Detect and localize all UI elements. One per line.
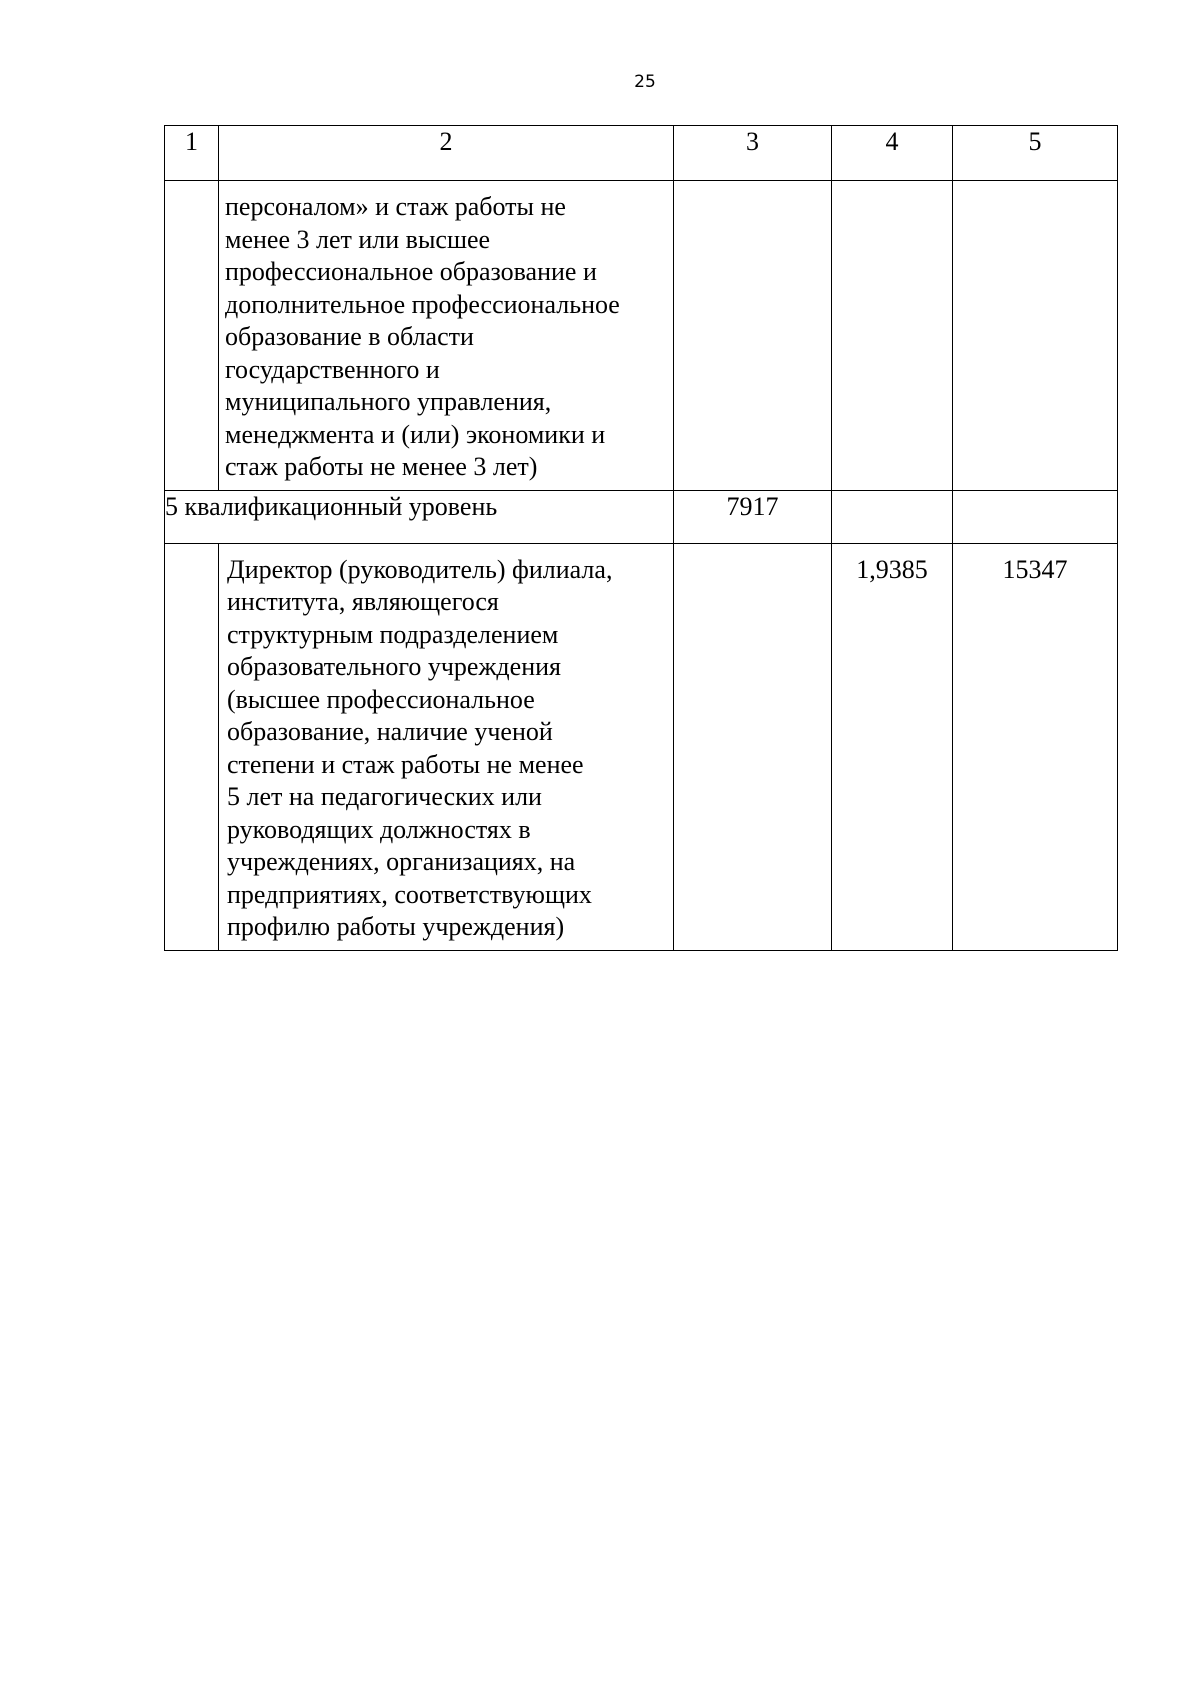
- row3-salary: 15347: [953, 543, 1118, 950]
- position-requirements-text: персоналом» и стаж работы не менее 3 лет или высшее профессиональное образование и дополнительное профессиональное образование в области государственного и муниципального управления, менеджмента и (или) экономики и стаж работы не менее 3 лет): [225, 192, 620, 481]
- level-row-col4: [832, 490, 953, 543]
- row3-col3: [674, 543, 832, 950]
- row1-col4: [832, 181, 953, 491]
- table-header-row: [165, 126, 1118, 181]
- header-col-5: 5: [953, 126, 1118, 181]
- row3-col2: [219, 543, 674, 950]
- qualification-level-row: [165, 490, 1118, 543]
- qualification-level-salary: 7917: [674, 490, 832, 543]
- row1-col1: [165, 181, 219, 491]
- row1-col5: [953, 181, 1118, 491]
- qualification-level-label: 5 квалификационный уровень: [165, 490, 674, 543]
- row1-col3: [674, 181, 832, 491]
- row3-col1: [165, 543, 219, 950]
- table-row: [165, 543, 1118, 950]
- row1-col2: [219, 181, 674, 491]
- table-row: [165, 181, 1118, 491]
- header-col-1: 1: [165, 126, 219, 181]
- level-row-col5: [953, 490, 1118, 543]
- header-col-3: 3: [674, 126, 832, 181]
- header-col-2: 2: [219, 126, 674, 181]
- header-col-4: 4: [832, 126, 953, 181]
- page-number: 25: [634, 72, 656, 92]
- director-position-text: Директор (руководитель) филиала, института, являющегося структурным подразделением образовательного учреждения (высшее профессиональное образование, наличие ученой степени и стаж работы не менее 5 лет на педагогических или руководящих должностях в учреждениях, организациях, на предприятиях, соответствующих профилю работы учреждения): [227, 554, 613, 941]
- row3-coefficient: 1,9385: [832, 543, 953, 950]
- salary-table: [164, 125, 1118, 951]
